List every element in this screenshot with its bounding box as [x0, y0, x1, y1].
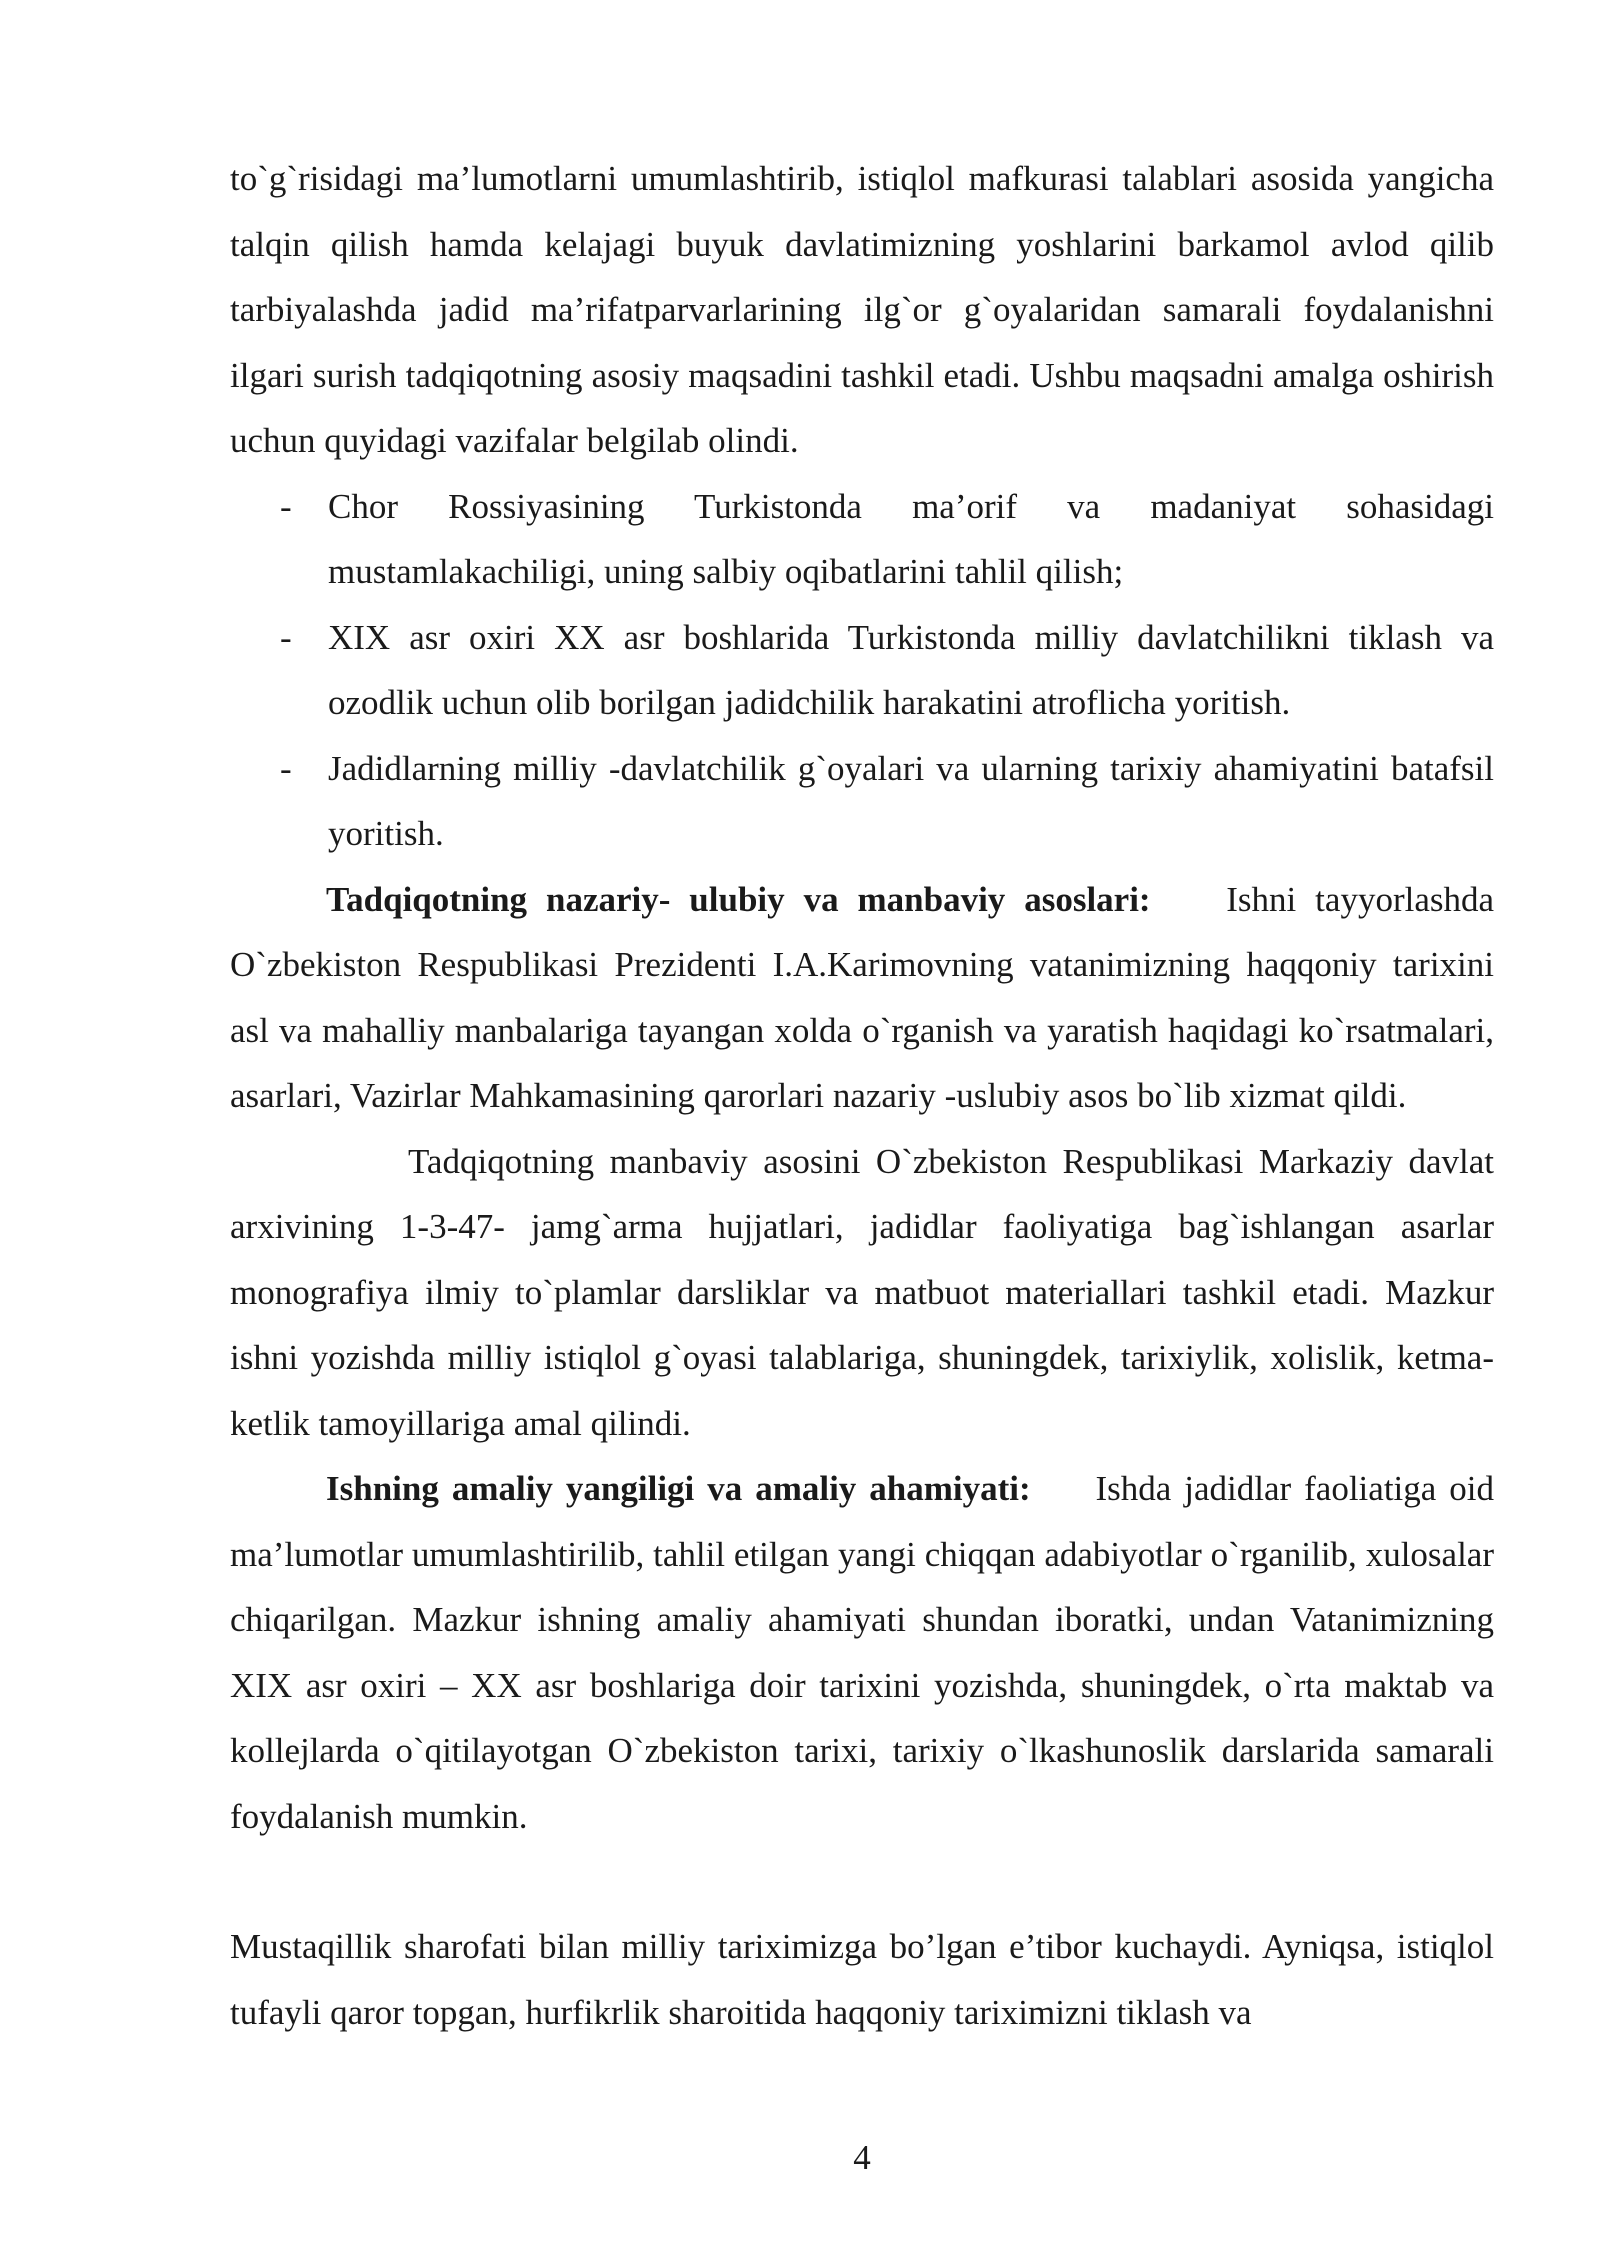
methodology-heading: Tadqiqotning nazariy- ulubiy va manbaviy asoslari:	[326, 879, 1151, 919]
list-item	[230, 474, 1494, 605]
closing-paragraph: Mustaqillik sharofati bilan milliy tariximizga bo’lgan e’tibor kuchaydi. Ayniqsa, istiqlol tufayli qaror topgan, hurfikrlik sharoitida haqqoniy tariximizni tiklash va	[230, 1927, 1494, 2032]
list-dash: -	[280, 748, 292, 788]
list-item	[230, 736, 1494, 867]
list-item-text: Jadidlarning milliy -davlatchilik g`oyalari va ularning tarixiy ahamiyatini batafsil yoritish.	[328, 748, 1494, 853]
practical-heading: Ishning amaliy yangiligi va amaliy ahamiyati:	[326, 1469, 1031, 1508]
practical-text: Ishda jadidlar faoliatiga oid ma’lumotlar umumlashtirilib, tahlil etilgan yangi chiqqan adabiyotlar o`rganilib, xulosalar chiqarilgan. Mazkur ishning amaliy ahamiyati shundan iboratki, undan Vatanimizning XIX asr oxiri – XX asr boshlariga doir tarixini yozishda, shuningdek, o`rta maktab va kollejlarda o`qitilayotgan O`zbekiston tarixi, tarixiy o`lkashunoslik darslarida samarali foydalanish mumkin.	[230, 1469, 1494, 1836]
page-number: 4	[853, 2138, 871, 2177]
document-page	[230, 146, 1494, 2045]
list-dash: -	[280, 486, 292, 526]
practical-paragraph	[230, 1456, 1494, 1849]
list-item-text: Chor Rossiyasining Turkistonda ma’orif va madaniyat sohasidagi mustamlakachiligi, uning salbiy oqibatlarini tahlil qilish;	[328, 486, 1494, 591]
intro-paragraph: to`g`risidagi ma’lumotlarni umumlashtirib, istiqlol mafkurasi talablari asosida yangicha talqin qilish hamda kelajagi buyuk davlatimizning yoshlarini barkamol avlod qilib tarbiyalashda jadid ma’rifatparvarlarining ilg`or g`oyalaridan samarali foydalanishni ilgari surish tadqiqotning asosiy maqsadini tashkil etadi. Ushbu maqsadni amalga oshirish uchun quyidagi vazifalar belgilab olindi.	[230, 159, 1494, 460]
list-dash: -	[280, 617, 292, 657]
tasks-list	[230, 474, 1494, 867]
list-item	[230, 605, 1494, 736]
paragraph-gap	[230, 1849, 1494, 1914]
sources-paragraph: Tadqiqotning manbaviy asosini O`zbekiston Respublikasi Markaziy davlat arxivining 1-3-47- jamg`arma hujjatlari, jadidlar faoliyatiga bag`ishlangan asarlar monografiya ilmiy to`plamlar darsliklar va matbuot materiallari tashkil etadi. Mazkur ishni yozishda milliy istiqlol g`oyasi talablariga, shuningdek, tarixiylik, xolislik, ketma-ketlik tamoyillariga amal qilindi.	[230, 1141, 1494, 1443]
methodology-paragraph	[230, 867, 1494, 1129]
list-item-text: XIX asr oxiri XX asr boshlarida Turkistonda milliy davlatchilikni tiklash va ozodlik uchun olib borilgan jadidchilik harakatini atroflicha yoritish.	[328, 617, 1494, 722]
methodology-text: Ishni tayyorlashda O`zbekiston Respublikasi Prezidenti I.A.Karimovning vatanimizning haqqoniy tarixini asl va mahalliy manbalariga tayangan xolda o`rganish va yaratish haqidagi ko`rsatmalari, asarlari, Vazirlar Mahkamasining qarorlari nazariy -uslubiy asos bo`lib xizmat qildi.	[230, 879, 1495, 1115]
